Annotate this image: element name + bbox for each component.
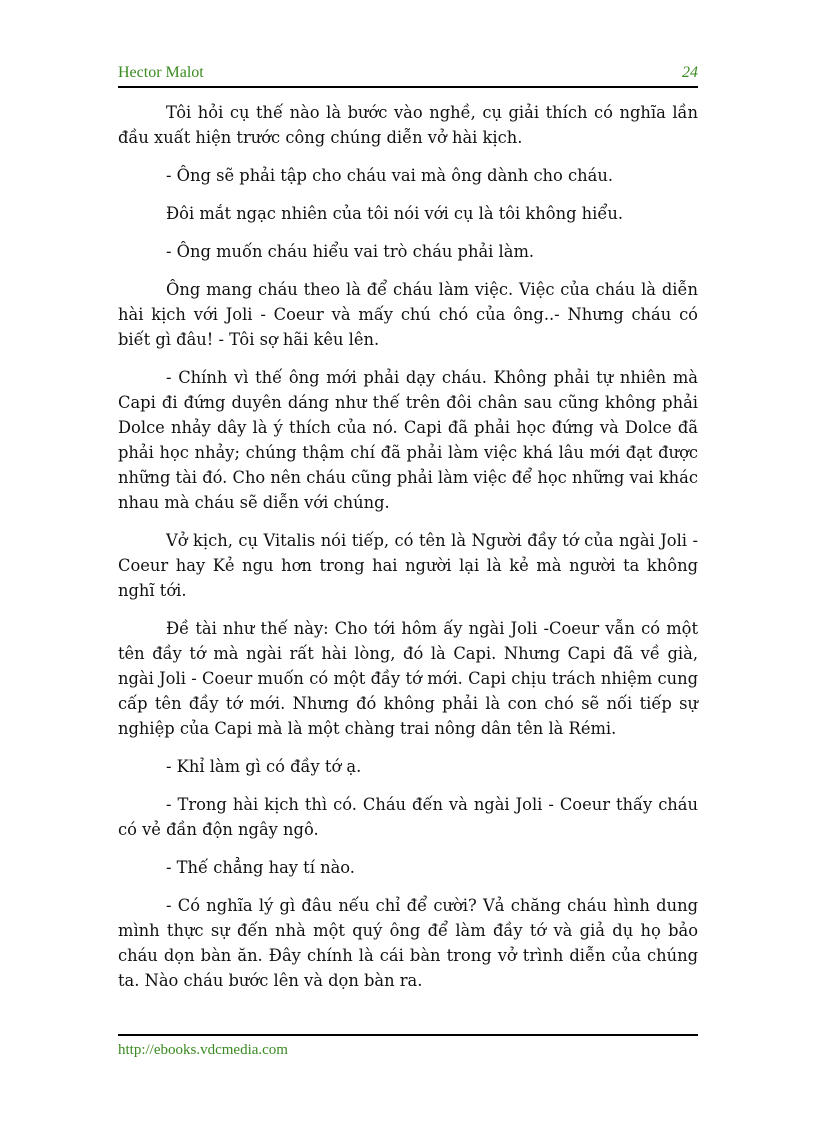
paragraph: - Khỉ làm gì có đầy tớ ạ. bbox=[166, 757, 362, 776]
paragraph: Tôi hỏi cụ thế nào là bước vào nghề, cụ giải thích có nghĩa lần đầu xuất hiện trước công chúng diễn vở hài kịch. bbox=[118, 103, 698, 147]
paragraph: Vở kịch, cụ Vitalis nói tiếp, có tên là Người đầy tớ của ngài Joli - Coeur hay Kẻ ngu hơn trong hai người lại là kẻ mà người ta không nghĩ tới. bbox=[118, 531, 698, 600]
footer-divider bbox=[118, 1034, 698, 1036]
paragraph: Đề tài như thế này: Cho tới hôm ấy ngài Joli -Coeur vẫn có một tên đầy tớ mà ngài rất hài lòng, đó là Capi. Nhưng Capi đã về già, ngài Joli - Coeur muốn có một đầy tớ mới. Capi chịu trách nhiệm cung cấp tên đầy tớ mới. Nhưng đó không phải là con chó sẽ nối tiếp sự nghiệp của Capi mà là một chàng trai nông dân tên là Rémi. bbox=[118, 619, 698, 738]
header-divider bbox=[118, 86, 698, 88]
paragraph: - Chính vì thế ông mới phải dạy cháu. Không phải tự nhiên mà Capi đi đứng duyên dáng như thế trên đôi chân sau cũng không phải Dolce nhảy dây là ý thích của nó. Capi đã phải học đứng và Dolce đã phải học nhảy; chúng thậm chí đã phải làm việc khá lâu mới đạt được những tài đó. Cho nên cháu cũng phải làm việc để học những vai khác nhau mà cháu sẽ diễn với chúng. bbox=[118, 368, 698, 512]
paragraph: Đôi mắt ngạc nhiên của tôi nói với cụ là tôi không hiểu. bbox=[166, 204, 624, 223]
page-number: 24 bbox=[682, 64, 698, 81]
author-name: Hector Malot bbox=[118, 64, 204, 81]
paragraph: Ông mang cháu theo là để cháu làm việc. Việc của cháu là diễn hài kịch với Joli - Coeur và mấy chú chó của ông..- Nhưng cháu có biết gì đâu! - Tôi sợ hãi kêu lên. bbox=[118, 280, 698, 349]
paragraph: - Trong hài kịch thì có. Cháu đến và ngài Joli - Coeur thấy cháu có vẻ đần độn ngây ngô. bbox=[118, 795, 698, 839]
paragraph: - Có nghĩa lý gì đâu nếu chỉ để cười? Vả chăng cháu hình dung mình thực sự đến nhà một quý ông để làm đầy tớ và giả dụ họ bảo cháu dọn bàn ăn. Đây chính là cái bàn trong vở trình diễn của chúng ta. Nào cháu bước lên và dọn bàn ra. bbox=[118, 896, 698, 990]
paragraph: - Ông sẽ phải tập cho cháu vai mà ông dành cho cháu. bbox=[166, 166, 613, 185]
page-header bbox=[118, 62, 698, 84]
paragraph: - Thế chẳng hay tí nào. bbox=[166, 858, 355, 877]
page-body bbox=[118, 100, 698, 1006]
footer-link[interactable]: http://ebooks.vdcmedia.com bbox=[118, 1042, 288, 1058]
paragraph: - Ông muốn cháu hiểu vai trò cháu phải làm. bbox=[166, 242, 535, 261]
